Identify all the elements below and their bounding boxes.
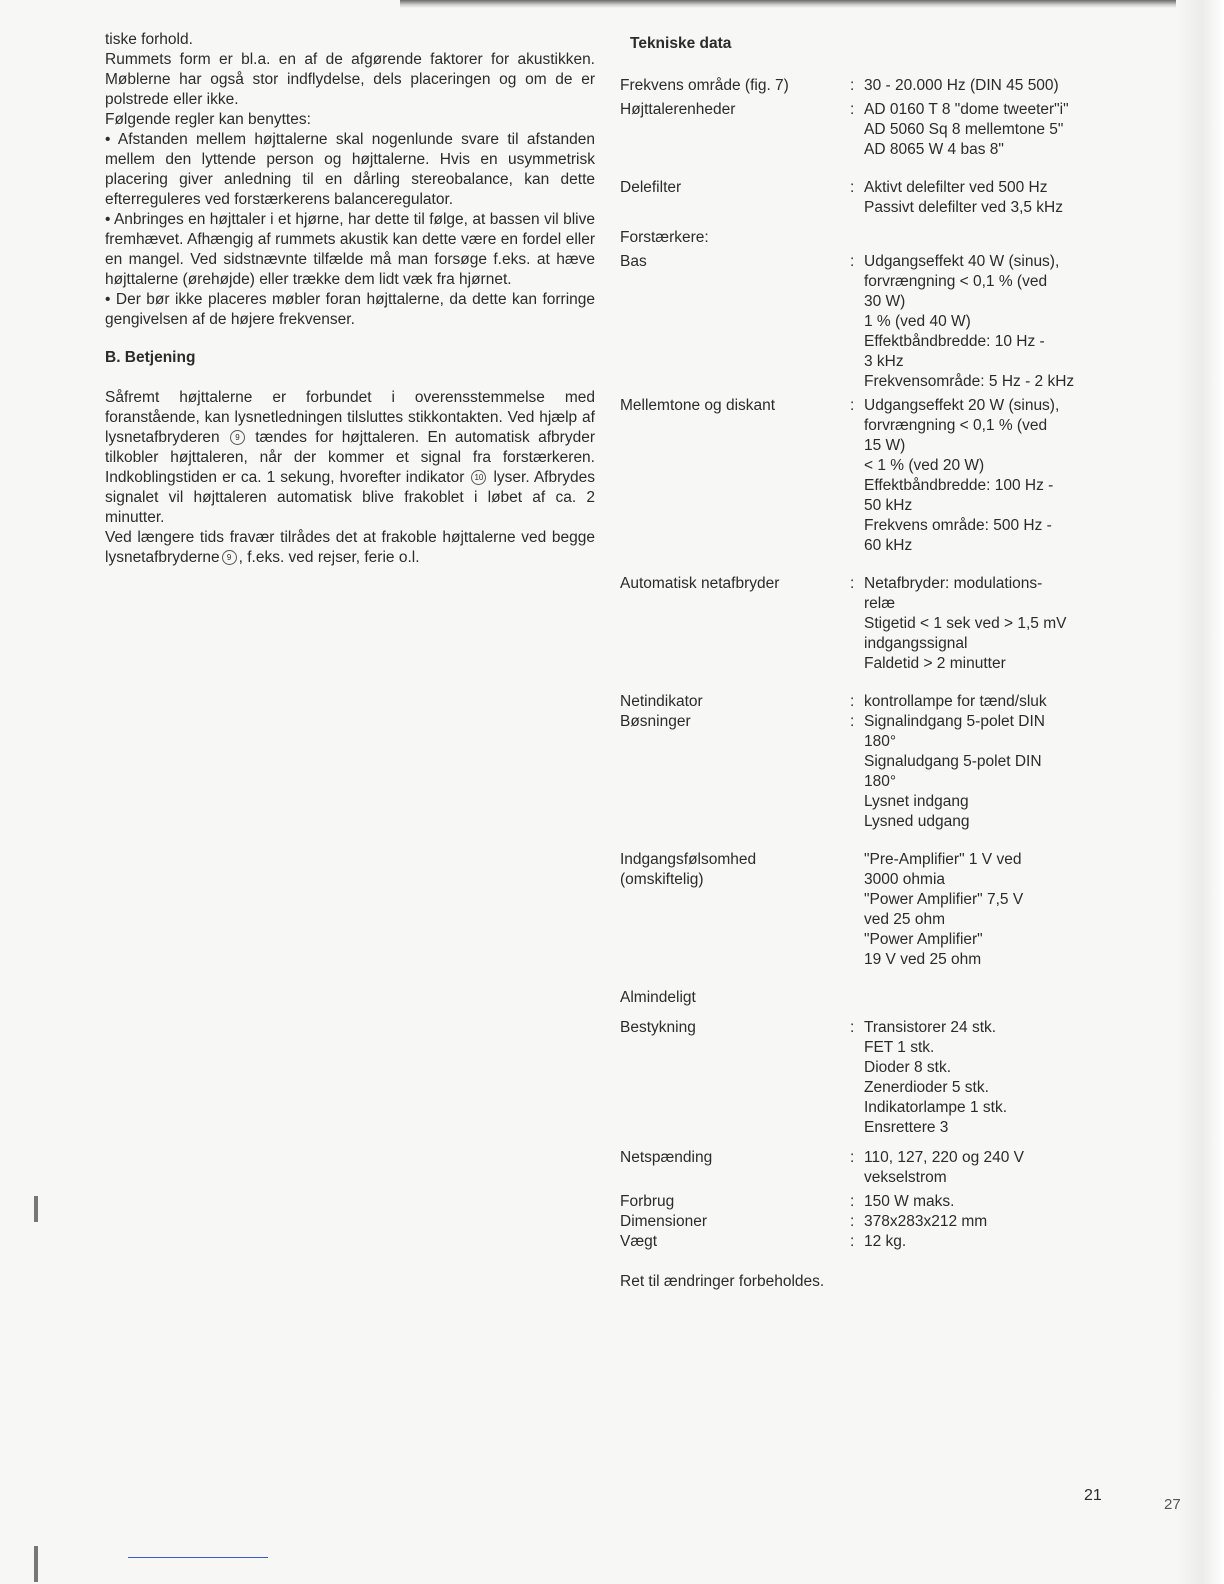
spec-value-line: Frekvensområde: 5 Hz - 2 kHz xyxy=(864,373,1075,390)
spec-label-line: Mellemtone og diskant xyxy=(620,397,776,414)
bullet-item: • Afstanden mellem højttalerne skal nogenlunde svare til afstanden mellem den lyttende person og højttalerne. Hvis en usymmetrisk placering giver anledning til en dårling stereobalance, kan dette efterreguleres ved forstærkerens balanceregulator. xyxy=(105,130,595,210)
spec-value-line: 3000 ohmia xyxy=(864,871,946,888)
callout-number: 9 xyxy=(222,550,237,565)
spec-label xyxy=(620,712,850,832)
spec-value-line: AD 0160 T 8 "dome tweeter"i" xyxy=(864,101,1069,118)
spec-label-line: Automatisk netafbryder xyxy=(620,575,780,592)
spec-value-line: Frekvens område: 500 Hz - xyxy=(864,517,1052,534)
spec-row xyxy=(620,76,1130,96)
spec-row xyxy=(620,1148,1130,1188)
spec-row xyxy=(620,1192,1130,1212)
spec-label-line: Bøsninger xyxy=(620,713,691,730)
spec-value-line: Ensrettere 3 xyxy=(864,1119,949,1136)
bullet-item: • Anbringes en højttaler i et hjørne, har dette til følge, at bassen vil blive fremhævet. Afhængig af rummets akustik kan dette være en fordel eller en mangel. Ved sidstnævnte tilfælde må man forsøge f.eks. at hæve højttalerne (ørehøjde) eller trække dem lidt væk fra hjørnet. xyxy=(105,210,595,290)
spec-values xyxy=(864,1212,1130,1232)
spec-label xyxy=(620,1232,850,1252)
spec-label xyxy=(620,850,850,970)
spec-value-line: 180° xyxy=(864,733,897,750)
spec-colon: : xyxy=(850,1233,855,1250)
spec-value-line: relæ xyxy=(864,595,896,612)
spec-value-line: Lysnet indgang xyxy=(864,793,969,810)
spec-values xyxy=(864,396,1130,556)
spec-values xyxy=(864,228,1130,248)
spec-value-line: 180° xyxy=(864,773,897,790)
spec-value-line: 50 kHz xyxy=(864,497,913,514)
spec-values xyxy=(864,100,1130,160)
spec-value-line: vekselstrom xyxy=(864,1169,947,1186)
intro-line: tiske forhold. xyxy=(105,31,193,48)
spec-value-line: Zenerdioder 5 stk. xyxy=(864,1079,989,1096)
spec-label-line: Dimensioner xyxy=(620,1213,708,1230)
spec-label-line: Forstærkere: xyxy=(620,229,709,246)
spec-value-line: 110, 127, 220 og 240 V xyxy=(864,1149,1025,1166)
spec-colon xyxy=(850,228,864,248)
spec-values xyxy=(864,850,1130,970)
spec-value-line: Effektbåndbredde: 100 Hz - xyxy=(864,477,1054,494)
spec-value-line: forvrængning < 0,1 % (ved xyxy=(864,417,1048,434)
spec-label xyxy=(620,574,850,674)
spec-value-line: FET 1 stk. xyxy=(864,1039,935,1056)
spec-label-line: Almindeligt xyxy=(620,989,696,1006)
spec-label xyxy=(620,76,850,96)
spec-label xyxy=(620,1018,850,1138)
spec-value-line: 378x283x212 mm xyxy=(864,1213,988,1230)
spec-row xyxy=(620,1018,1130,1138)
spec-value-line: Signaludgang 5-polet DIN xyxy=(864,753,1042,770)
spec-row xyxy=(620,228,1130,248)
tech-data-column xyxy=(620,34,1130,1292)
footer-note: Ret til ændringer forbeholdes. xyxy=(620,1273,825,1290)
spec-row xyxy=(620,988,1130,1008)
spec-colon: : xyxy=(850,713,855,730)
betjening-paragraph-1: Såfremt højttalerne er forbundet i overensstemmelse med foranstående, kan lysnetledningen tilsluttes stikkontakten. Ved hjælp af lysnetafbryderen 9 tændes for højttaleren. En automatisk afbryder tilkobler højttaleren, når der kommer et signal fra forstærkeren. Indkoblingstiden er ca. 1 sekung, hvorefter indikator 10 lyser. Afbrydes signalet vil højttaleren automatisk blive frakoblet i løbet af ca. 2 minutter. xyxy=(105,389,595,526)
tech-data-title: Tekniske data xyxy=(630,35,732,52)
spec-label-line: Vægt xyxy=(620,1233,658,1250)
spec-value-line: Netafbryder: modulations- xyxy=(864,575,1043,592)
spec-colon: : xyxy=(850,575,855,592)
spec-label xyxy=(620,396,850,556)
scan-top-edge xyxy=(400,0,1224,8)
scan-edge-mark xyxy=(34,1196,38,1222)
spec-value-line: Aktivt delefilter ved 500 Hz xyxy=(864,179,1048,196)
spec-value-line: 150 W maks. xyxy=(864,1193,955,1210)
left-column xyxy=(105,30,595,568)
spec-label xyxy=(620,988,850,1008)
intro-line: Følgende regler kan benyttes: xyxy=(105,111,311,128)
spec-colon: : xyxy=(850,101,855,118)
spec-label-line: Netindikator xyxy=(620,693,703,710)
page-number: 21 xyxy=(1084,1487,1102,1504)
spec-value-line: 15 W) xyxy=(864,437,906,454)
spec-values xyxy=(864,252,1130,392)
spec-value-line: 30 W) xyxy=(864,293,906,310)
spec-value-line: 12 kg. xyxy=(864,1233,907,1250)
spec-value-line: < 1 % (ved 20 W) xyxy=(864,457,985,474)
spec-values xyxy=(864,1018,1130,1138)
spec-colon: : xyxy=(850,77,855,94)
spec-colon: : xyxy=(850,397,855,414)
spec-value-line: Faldetid > 2 minutter xyxy=(864,655,1006,672)
spec-values xyxy=(864,574,1130,674)
spec-value-line: 3 kHz xyxy=(864,353,904,370)
intro-line: Rummets form er bl.a. en af de afgørende faktorer for akustikken. Møblerne har også stor indflydelse, dels placeringen og om de er polstrede eller ikke. xyxy=(105,51,595,108)
spec-value-line: Indikatorlampe 1 stk. xyxy=(864,1099,1008,1116)
spec-colon: : xyxy=(850,1193,855,1210)
spec-value-line: 60 kHz xyxy=(864,537,913,554)
spec-row xyxy=(620,1232,1130,1252)
spec-row xyxy=(620,252,1130,392)
spec-colon: : xyxy=(850,1019,855,1036)
spec-values xyxy=(864,692,1130,712)
spec-value-line: Udgangseffekt 40 W (sinus), xyxy=(864,253,1060,270)
spec-value-line: ved 25 ohm xyxy=(864,911,945,928)
spec-value-line: "Power Amplifier" 7,5 V xyxy=(864,891,1024,908)
spec-value-line: Dioder 8 stk. xyxy=(864,1059,952,1076)
spec-label-line: Forbrug xyxy=(620,1193,675,1210)
spec-label xyxy=(620,1148,850,1188)
spec-row xyxy=(620,396,1130,556)
scan-edge-mark xyxy=(34,1546,38,1582)
spec-label xyxy=(620,692,850,712)
spec-values xyxy=(864,1192,1130,1212)
page-number-edge: 27 xyxy=(1164,1496,1181,1513)
spec-label-line: Delefilter xyxy=(620,179,682,196)
spec-list xyxy=(620,76,1130,1252)
divider-line xyxy=(128,1557,268,1558)
spec-value-line: AD 8065 W 4 bas 8" xyxy=(864,141,1004,158)
spec-label-line: Højttalerenheder xyxy=(620,101,736,118)
spec-colon: : xyxy=(850,693,855,710)
spec-label-line: Bas xyxy=(620,253,647,270)
spec-label xyxy=(620,178,850,218)
spec-label-line: Bestykning xyxy=(620,1019,696,1036)
spec-colon xyxy=(850,988,864,1008)
spec-colon: : xyxy=(850,253,855,270)
spec-label-line: Frekvens område (fig. 7) xyxy=(620,77,789,94)
spec-value-line: "Power Amplifier" xyxy=(864,931,983,948)
spec-label xyxy=(620,228,850,248)
spec-value-line: 19 V ved 25 ohm xyxy=(864,951,982,968)
spec-values xyxy=(864,178,1130,218)
spec-value-line: Stigetid < 1 sek ved > 1,5 mV xyxy=(864,615,1067,632)
callout-number: 10 xyxy=(471,470,486,485)
spec-label xyxy=(620,100,850,160)
spec-values xyxy=(864,712,1130,832)
scan-right-edge xyxy=(1176,0,1224,1584)
spec-colon: : xyxy=(850,179,855,196)
spec-colon xyxy=(850,850,864,970)
section-heading: B. Betjening xyxy=(105,349,196,366)
spec-row xyxy=(620,712,1130,832)
spec-row xyxy=(620,574,1130,674)
spec-label xyxy=(620,1212,850,1232)
spec-value-line: Passivt delefilter ved 3,5 kHz xyxy=(864,199,1064,216)
spec-values xyxy=(864,76,1130,96)
spec-row xyxy=(620,100,1130,160)
spec-value-line: kontrollampe for tænd/sluk xyxy=(864,693,1047,710)
bullet-item: • Der bør ikke placeres møbler foran højttalerne, da dette kan forringe gengivelsen af de højere frekvenser. xyxy=(105,290,595,330)
spec-values xyxy=(864,1148,1130,1188)
spec-value-line: Udgangseffekt 20 W (sinus), xyxy=(864,397,1060,414)
spec-value-line: 1 % (ved 40 W) xyxy=(864,313,971,330)
spec-values xyxy=(864,988,1130,1008)
spec-label-line: Indgangsfølsomhed xyxy=(620,851,757,868)
betjening-paragraph-2: Ved længere tids fravær tilrådes det at frakoble højttalerne ved begge lysnetafbryderne 9 , f.eks. ved rejser, ferie o.l. xyxy=(105,529,595,566)
spec-row xyxy=(620,692,1130,712)
spec-value-line: forvrængning < 0,1 % (ved xyxy=(864,273,1048,290)
spec-value-line: 30 - 20.000 Hz (DIN 45 500) xyxy=(864,77,1059,94)
spec-value-line: Effektbåndbredde: 10 Hz - xyxy=(864,333,1045,350)
spec-value-line: Signalindgang 5-polet DIN xyxy=(864,713,1045,730)
spec-label-line: (omskiftelig) xyxy=(620,871,704,888)
spec-colon: : xyxy=(850,1149,855,1166)
spec-colon: : xyxy=(850,1213,855,1230)
spec-value-line: AD 5060 Sq 8 mellemtone 5" xyxy=(864,121,1064,138)
spec-value-line: Lysned udgang xyxy=(864,813,970,830)
spec-row xyxy=(620,178,1130,218)
spec-row xyxy=(620,1212,1130,1232)
spec-value-line: "Pre-Amplifier" 1 V ved xyxy=(864,851,1022,868)
callout-number: 9 xyxy=(230,430,245,445)
spec-label xyxy=(620,252,850,392)
spec-label xyxy=(620,1192,850,1212)
spec-value-line: indgangssignal xyxy=(864,635,968,652)
spec-value-line: Transistorer 24 stk. xyxy=(864,1019,997,1036)
spec-values xyxy=(864,1232,1130,1252)
spec-label-line: Netspænding xyxy=(620,1149,713,1166)
spec-row xyxy=(620,850,1130,970)
